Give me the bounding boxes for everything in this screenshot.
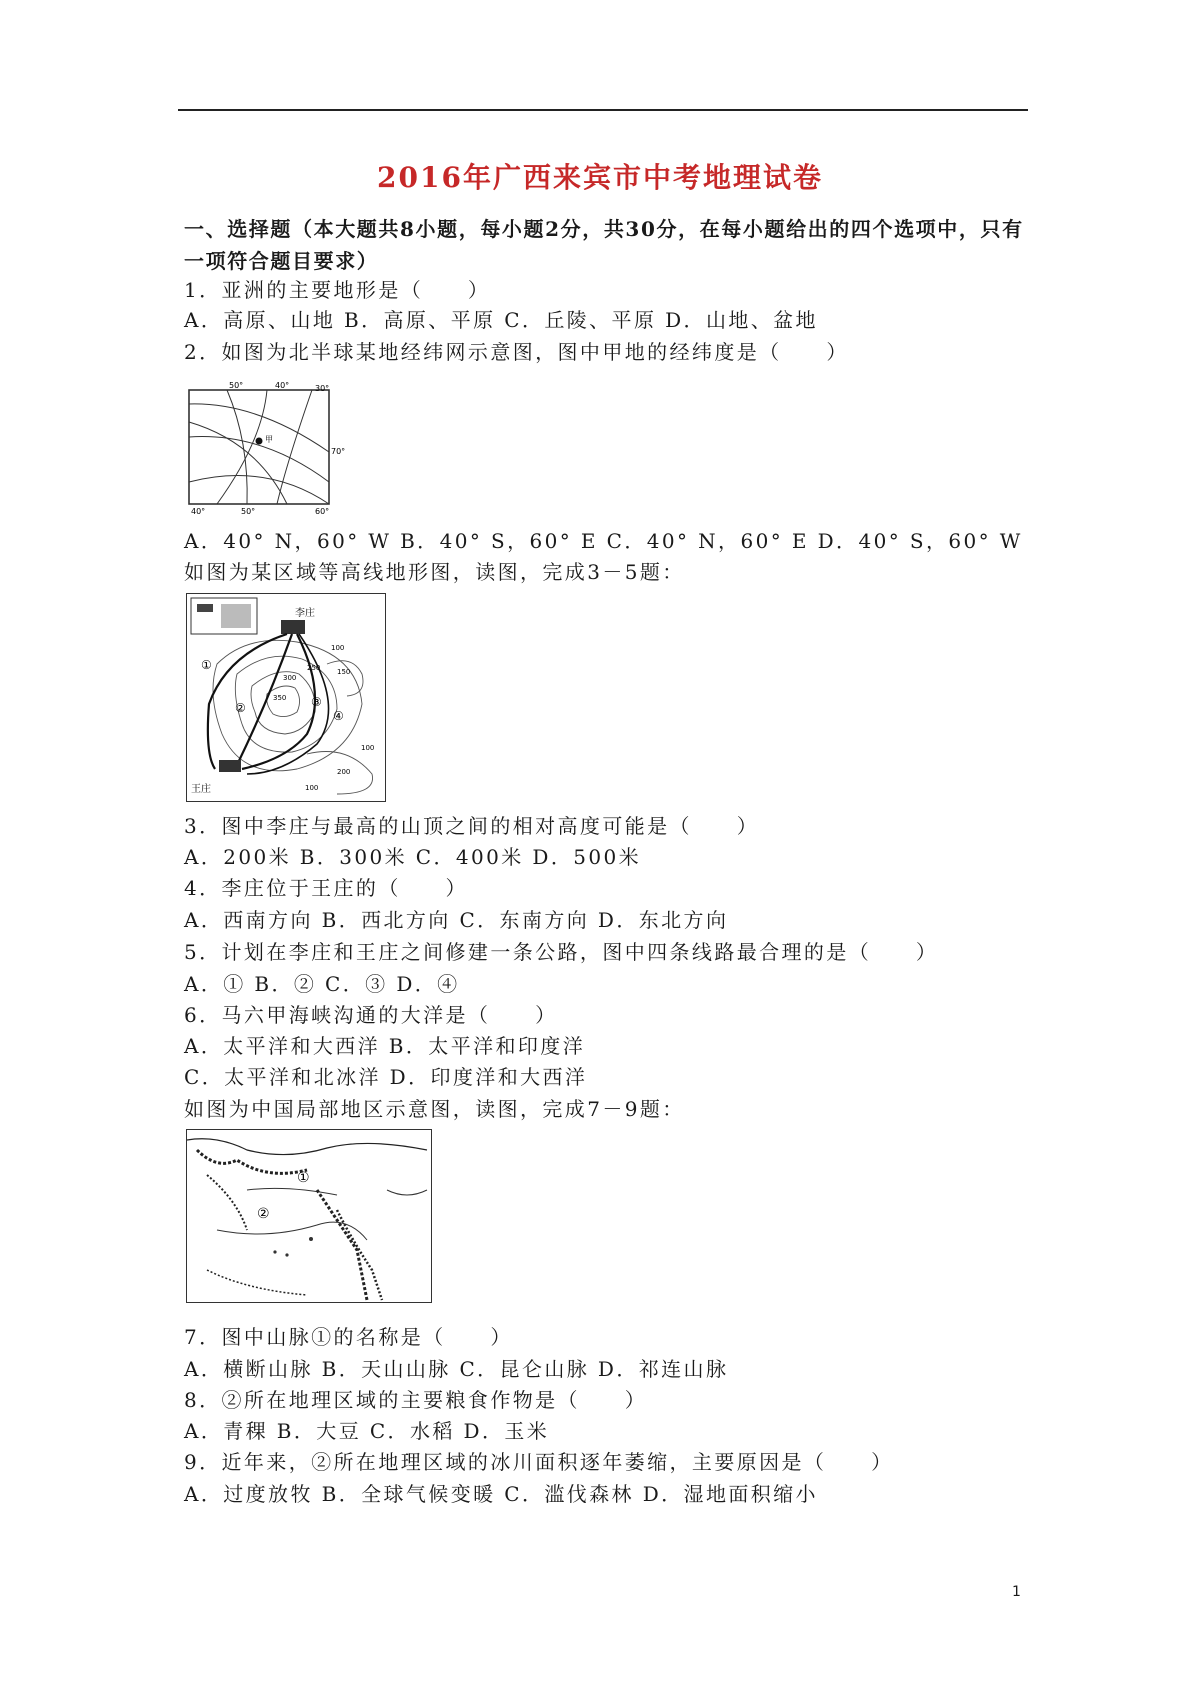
route-3-label: ③	[311, 695, 322, 709]
question-5: 5．计划在李庄和王庄之间修建一条公路，图中四条线路最合理的是（ ）	[184, 940, 939, 964]
contour-label-6: 100	[361, 744, 375, 752]
route-2-label: ②	[235, 701, 246, 715]
question-3-options: A．200米 B．300米 C．400米 D．500米	[184, 845, 642, 869]
contour-label-4: 300	[283, 674, 297, 682]
figure3-intro: 如图为中国局部地区示意图，读图，完成7－9题：	[184, 1097, 685, 1121]
section-header: 一、选择题（本大题共8小题，每小题2分，共30分，在每小题给出的四个选项中，只有一项符合题目要求）	[184, 217, 1024, 273]
question-8: 8．②所在地理区域的主要粮食作物是（ ）	[184, 1388, 648, 1412]
question-1-options: A．高原、山地 B．高原、平原 C．丘陵、平原 D．山地、盆地	[184, 308, 818, 332]
route-4-label: ④	[333, 709, 344, 723]
question-5-options: A．① B．② C．③ D．④	[184, 972, 460, 996]
top-label-1: 50°	[229, 382, 244, 390]
china-region-map-figure	[186, 1129, 432, 1303]
contour-label-1: 100	[331, 644, 345, 652]
route-1-label: ①	[201, 658, 212, 672]
right-label: 70°	[331, 447, 346, 456]
question-7-options: A．横断山脉 B．天山山脉 C．昆仑山脉 D．祁连山脉	[184, 1357, 729, 1381]
question-6: 6．马六甲海峡沟通的大洋是（ ）	[184, 1003, 558, 1027]
question-4: 4．李庄位于王庄的（ ）	[184, 876, 468, 900]
point-jia-label: 甲	[265, 435, 273, 444]
contour-label-7: 200	[337, 768, 351, 776]
question-1: 1．亚洲的主要地形是（ ）	[184, 278, 491, 302]
latlong-grid-figure	[187, 382, 346, 516]
question-3: 3．图中李庄与最高的山顶之间的相对高度可能是（ ）	[184, 814, 760, 838]
village-south-label: 王庄	[191, 784, 211, 795]
wangzhuang-buildings	[219, 760, 241, 772]
question-4-options: A．西南方向 B．西北方向 C．东南方向 D．东北方向	[184, 908, 729, 932]
top-label-3: 30°	[315, 384, 330, 393]
label-mountain-1: ①	[297, 1170, 310, 1186]
contour-label-8: 100	[305, 784, 319, 792]
question-2: 2．如图为北半球某地经纬网示意图，图中甲地的经纬度是（ ）	[184, 340, 849, 364]
lizhuang-buildings	[281, 620, 305, 634]
question-2-options: A．40° N，60° W B．40° S，60° E C．40° N，60° E D．40° S，60° W	[184, 529, 1023, 553]
village-north-label: 李庄	[295, 608, 315, 619]
contour-label-5: 350	[273, 694, 287, 702]
question-9-options: A．过度放牧 B．全球气候变暖 C．滥伐森林 D．湿地面积缩小	[184, 1482, 818, 1506]
question-9: 9．近年来，②所在地理区域的冰川面积逐年萎缩，主要原因是（ ）	[184, 1450, 894, 1474]
question-6-options-ab: A．太平洋和大西洋 B．太平洋和印度洋	[184, 1034, 586, 1058]
figure2-intro: 如图为某区域等高线地形图，读图，完成3－5题：	[184, 560, 685, 584]
bottom-label-2: 50°	[241, 507, 256, 516]
contour-map-figure	[186, 593, 386, 802]
bottom-label-3: 60°	[315, 507, 330, 516]
header-rule	[178, 109, 1028, 111]
page-number: 1	[1012, 1584, 1021, 1600]
bottom-label-1: 40°	[191, 507, 206, 516]
contour-label-3: 250	[307, 664, 321, 672]
label-region-2: ②	[257, 1206, 270, 1222]
question-7: 7．图中山脉①的名称是（ ）	[184, 1325, 513, 1349]
question-8-options: A．青稞 B．大豆 C．水稻 D．玉米	[184, 1419, 550, 1443]
top-label-2: 40°	[275, 382, 290, 390]
question-6-options-cd: C．太平洋和北冰洋 D．印度洋和大西洋	[184, 1065, 588, 1089]
contour-label-2: 150	[337, 668, 351, 676]
point-jia-marker	[256, 438, 263, 445]
page-title: 2016年广西来宾市中考地理试卷	[377, 161, 823, 194]
